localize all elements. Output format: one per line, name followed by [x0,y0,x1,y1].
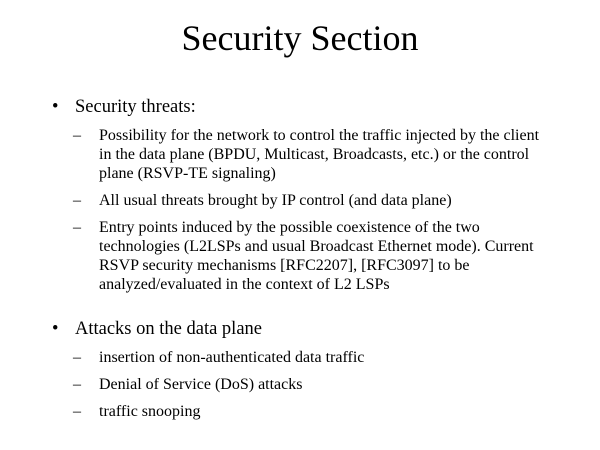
bullet-row [0,318,600,341]
bullet-marker: • [52,97,59,117]
sub-item [0,402,600,421]
bullet-attacks-data-plane [0,318,600,429]
sub-item [0,126,600,183]
sub-item [0,348,600,367]
slide-title: Security Section [181,18,419,58]
bullet-text: Attacks on the data plane [75,319,262,339]
dash-marker: – [73,403,81,420]
sub-item [0,218,600,294]
sub-item-text: All usual threats brought by IP control (and data plane) [99,192,452,209]
sub-list [0,348,600,421]
dash-marker: – [73,127,81,144]
bullet-marker: • [52,319,59,339]
bullet-security-threats [0,96,600,302]
dash-marker: – [73,376,81,393]
sub-item-text: Denial of Service (DoS) attacks [99,376,303,393]
sub-item-text: Possibility for the network to control the traffic injected by the client in the data plane (BPDU, Multicast, Broadcasts, etc.) or the control plane (RSVP-TE signaling) [99,127,540,182]
bullet-row [0,96,600,119]
sub-item-text: Entry points induced by the possible coexistence of the two technologies (L2LSPs and usual Broadcast Ethernet mode). Current RSVP security mechanisms [RFC2207], [RFC3097] to be analyzed/evaluated in the context of L2 LSPs [99,219,534,293]
sub-list [0,126,600,294]
sub-item-text: traffic snooping [99,403,201,420]
sub-item [0,191,600,210]
dash-marker: – [73,192,81,209]
dash-marker: – [73,349,81,366]
sub-item-text: insertion of non-authenticated data traffic [99,349,365,366]
sub-item [0,375,600,394]
bullet-text: Security threats: [75,97,196,117]
dash-marker: – [73,219,81,236]
